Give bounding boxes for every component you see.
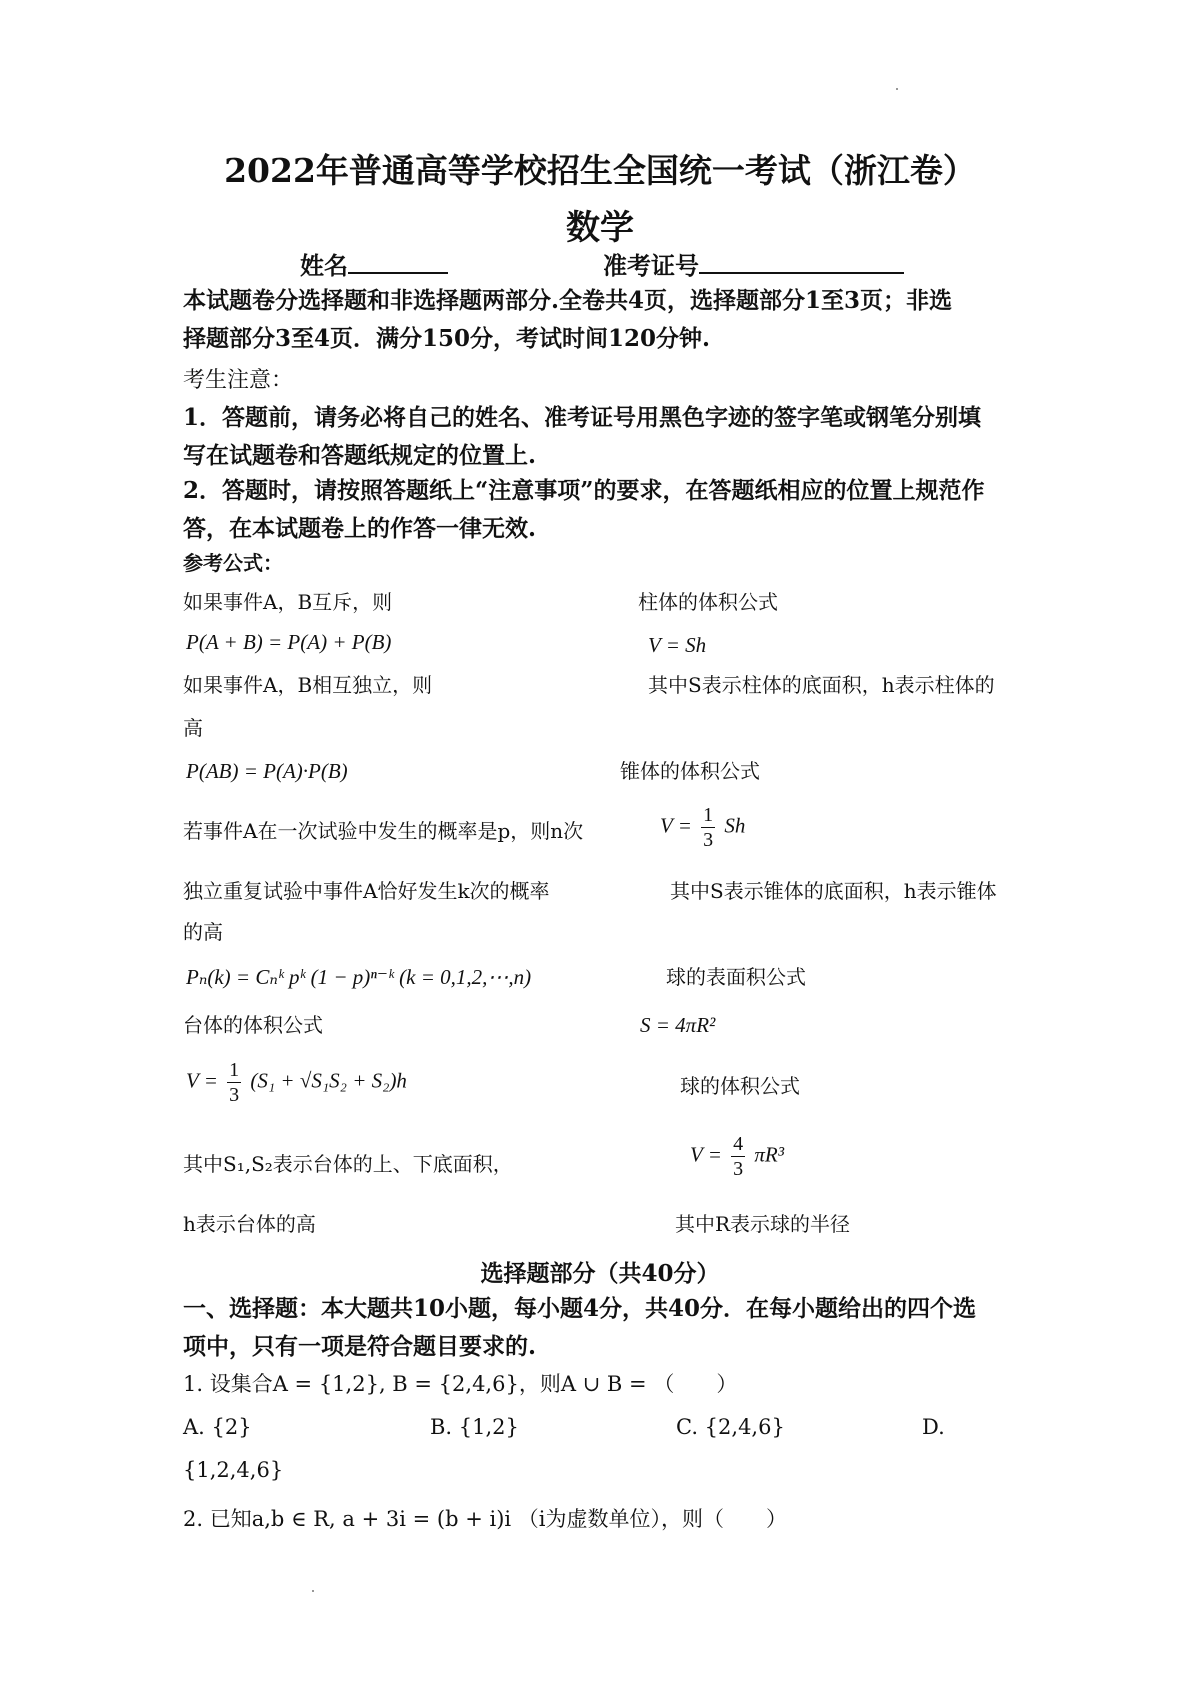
scan-speck [896, 88, 898, 90]
prism-formula: V = Sh [648, 633, 707, 657]
denominator: 3 [229, 1084, 240, 1106]
trial-text-1: 若事件A在一次试验中发生的概率是p，则n次 [183, 819, 584, 843]
intro-line: 择题部分3至4页．满分150分，考试时间120分钟. [183, 325, 711, 352]
note-line: 写在试题卷和答题纸规定的位置上. [183, 442, 537, 469]
numerator: 1 [703, 804, 714, 826]
cone-v: V = [660, 813, 692, 838]
indep-formula: P(AB) = P(A)·P(B) [186, 759, 348, 783]
heading-line: 一、选择题：本大题共10小题，每小题4分，共40分．在每小题给出的四个选 [183, 1295, 977, 1322]
q1-option-d-value: {1,2,4,6} [183, 1458, 284, 1482]
frustum-title: 台体的体积公式 [183, 1013, 323, 1037]
frustum-formula [186, 1058, 407, 1107]
name-field [300, 246, 448, 281]
id-label: 准考证号 [603, 251, 699, 280]
subject-title: 数学 [566, 208, 634, 248]
cone-formula [660, 803, 745, 852]
binomial-formula: Pₙ(k) = Cₙᵏ pᵏ (1 − p)ⁿ⁻ᵏ (k = 0,1,2,⋯,n) [186, 965, 532, 989]
heading-line: 项中，只有一项是符合题目要求的. [183, 1333, 537, 1360]
question-heading [183, 1290, 1033, 1366]
name-blank [348, 250, 448, 274]
numerator: 4 [733, 1133, 744, 1155]
scan-speck [312, 1590, 314, 1592]
denominator: 3 [703, 829, 714, 851]
mutex-text: 如果事件A，B互斥，则 [183, 590, 393, 614]
fraction-one-third [701, 803, 715, 852]
sphere-v: V = [690, 1142, 722, 1167]
prism-title: 柱体的体积公式 [638, 590, 778, 614]
q1-option-d: D. [922, 1415, 945, 1439]
q1-option-a: A. {2} [183, 1415, 252, 1439]
frustum-desc: 其中S₁,S₂表示台体的上、下底面积， [183, 1152, 513, 1176]
sphere-vol-rest: πR³ [754, 1142, 785, 1167]
question-1-stem: 1. 设集合A = {1,2}, B = {2,4,6}，则A ∪ B = （ ） [183, 1372, 738, 1396]
note-line: 1．答题前，请务必将自己的姓名、准考证号用黑色字迹的签字笔或钢笔分别填 [183, 404, 982, 431]
numerator: 1 [229, 1059, 240, 1081]
note-2 [183, 472, 1033, 548]
prism-desc-cont: 高 [183, 716, 203, 740]
sphere-vol-title: 球的体积公式 [680, 1074, 800, 1098]
exam-title: 2022年普通高等学校招生全国统一考试（浙江卷） [224, 151, 976, 190]
sphere-desc: 其中R表示球的半径 [675, 1212, 851, 1236]
intro-paragraph [183, 282, 1033, 358]
cone-rest: Sh [724, 813, 746, 838]
denominator: 3 [733, 1158, 744, 1180]
prism-desc: 其中S表示柱体的底面积，h表示柱体的 [648, 673, 995, 697]
note-line: 答，在本试题卷上的作答一律无效. [183, 515, 537, 542]
question-2-stem: 2. 已知a,b ∈ R, a + 3i = (b + i)i （i为虚数单位），则（ ） [183, 1507, 787, 1531]
trial-text-2: 独立重复试验中事件A恰好发生k次的概率 [183, 879, 550, 903]
cone-desc: 其中S表示锥体的底面积，h表示锥体 [670, 879, 997, 903]
note-line: 2．答题时，请按照答题纸上“注意事项”的要求，在答题纸相应的位置上规范作 [183, 477, 985, 504]
cone-desc-cont: 的高 [183, 920, 223, 944]
formula-heading: 参考公式： [183, 551, 283, 575]
fraction-four-thirds [731, 1132, 745, 1181]
intro-line: 本试题卷分选择题和非选择题两部分.全卷共4页，选择题部分1至3页；非选 [183, 287, 953, 314]
q1-option-c: C. {2,4,6} [676, 1415, 785, 1439]
mutex-formula: P(A + B) = P(A) + P(B) [186, 630, 392, 654]
id-field [603, 246, 904, 281]
frustum-v: V = [186, 1068, 218, 1093]
sphere-area-formula: S = 4πR² [640, 1013, 716, 1037]
sphere-area-title: 球的表面积公式 [666, 965, 806, 989]
fraction-one-third [227, 1058, 241, 1107]
q1-option-b: B. {1,2} [430, 1415, 519, 1439]
frustum-rest: (S₁ + √S₁S₂ + S₂)h [250, 1068, 407, 1093]
section-title: 选择题部分（共40分） [480, 1260, 720, 1287]
frustum-h: h表示台体的高 [183, 1212, 316, 1236]
id-blank [699, 250, 904, 274]
indep-text: 如果事件A，B相互独立，则 [183, 673, 433, 697]
note-1 [183, 399, 1033, 475]
notice-title: 考生注意： [183, 368, 294, 393]
cone-title: 锥体的体积公式 [620, 759, 760, 783]
name-label: 姓名 [300, 251, 348, 280]
sphere-vol-formula [690, 1132, 784, 1181]
